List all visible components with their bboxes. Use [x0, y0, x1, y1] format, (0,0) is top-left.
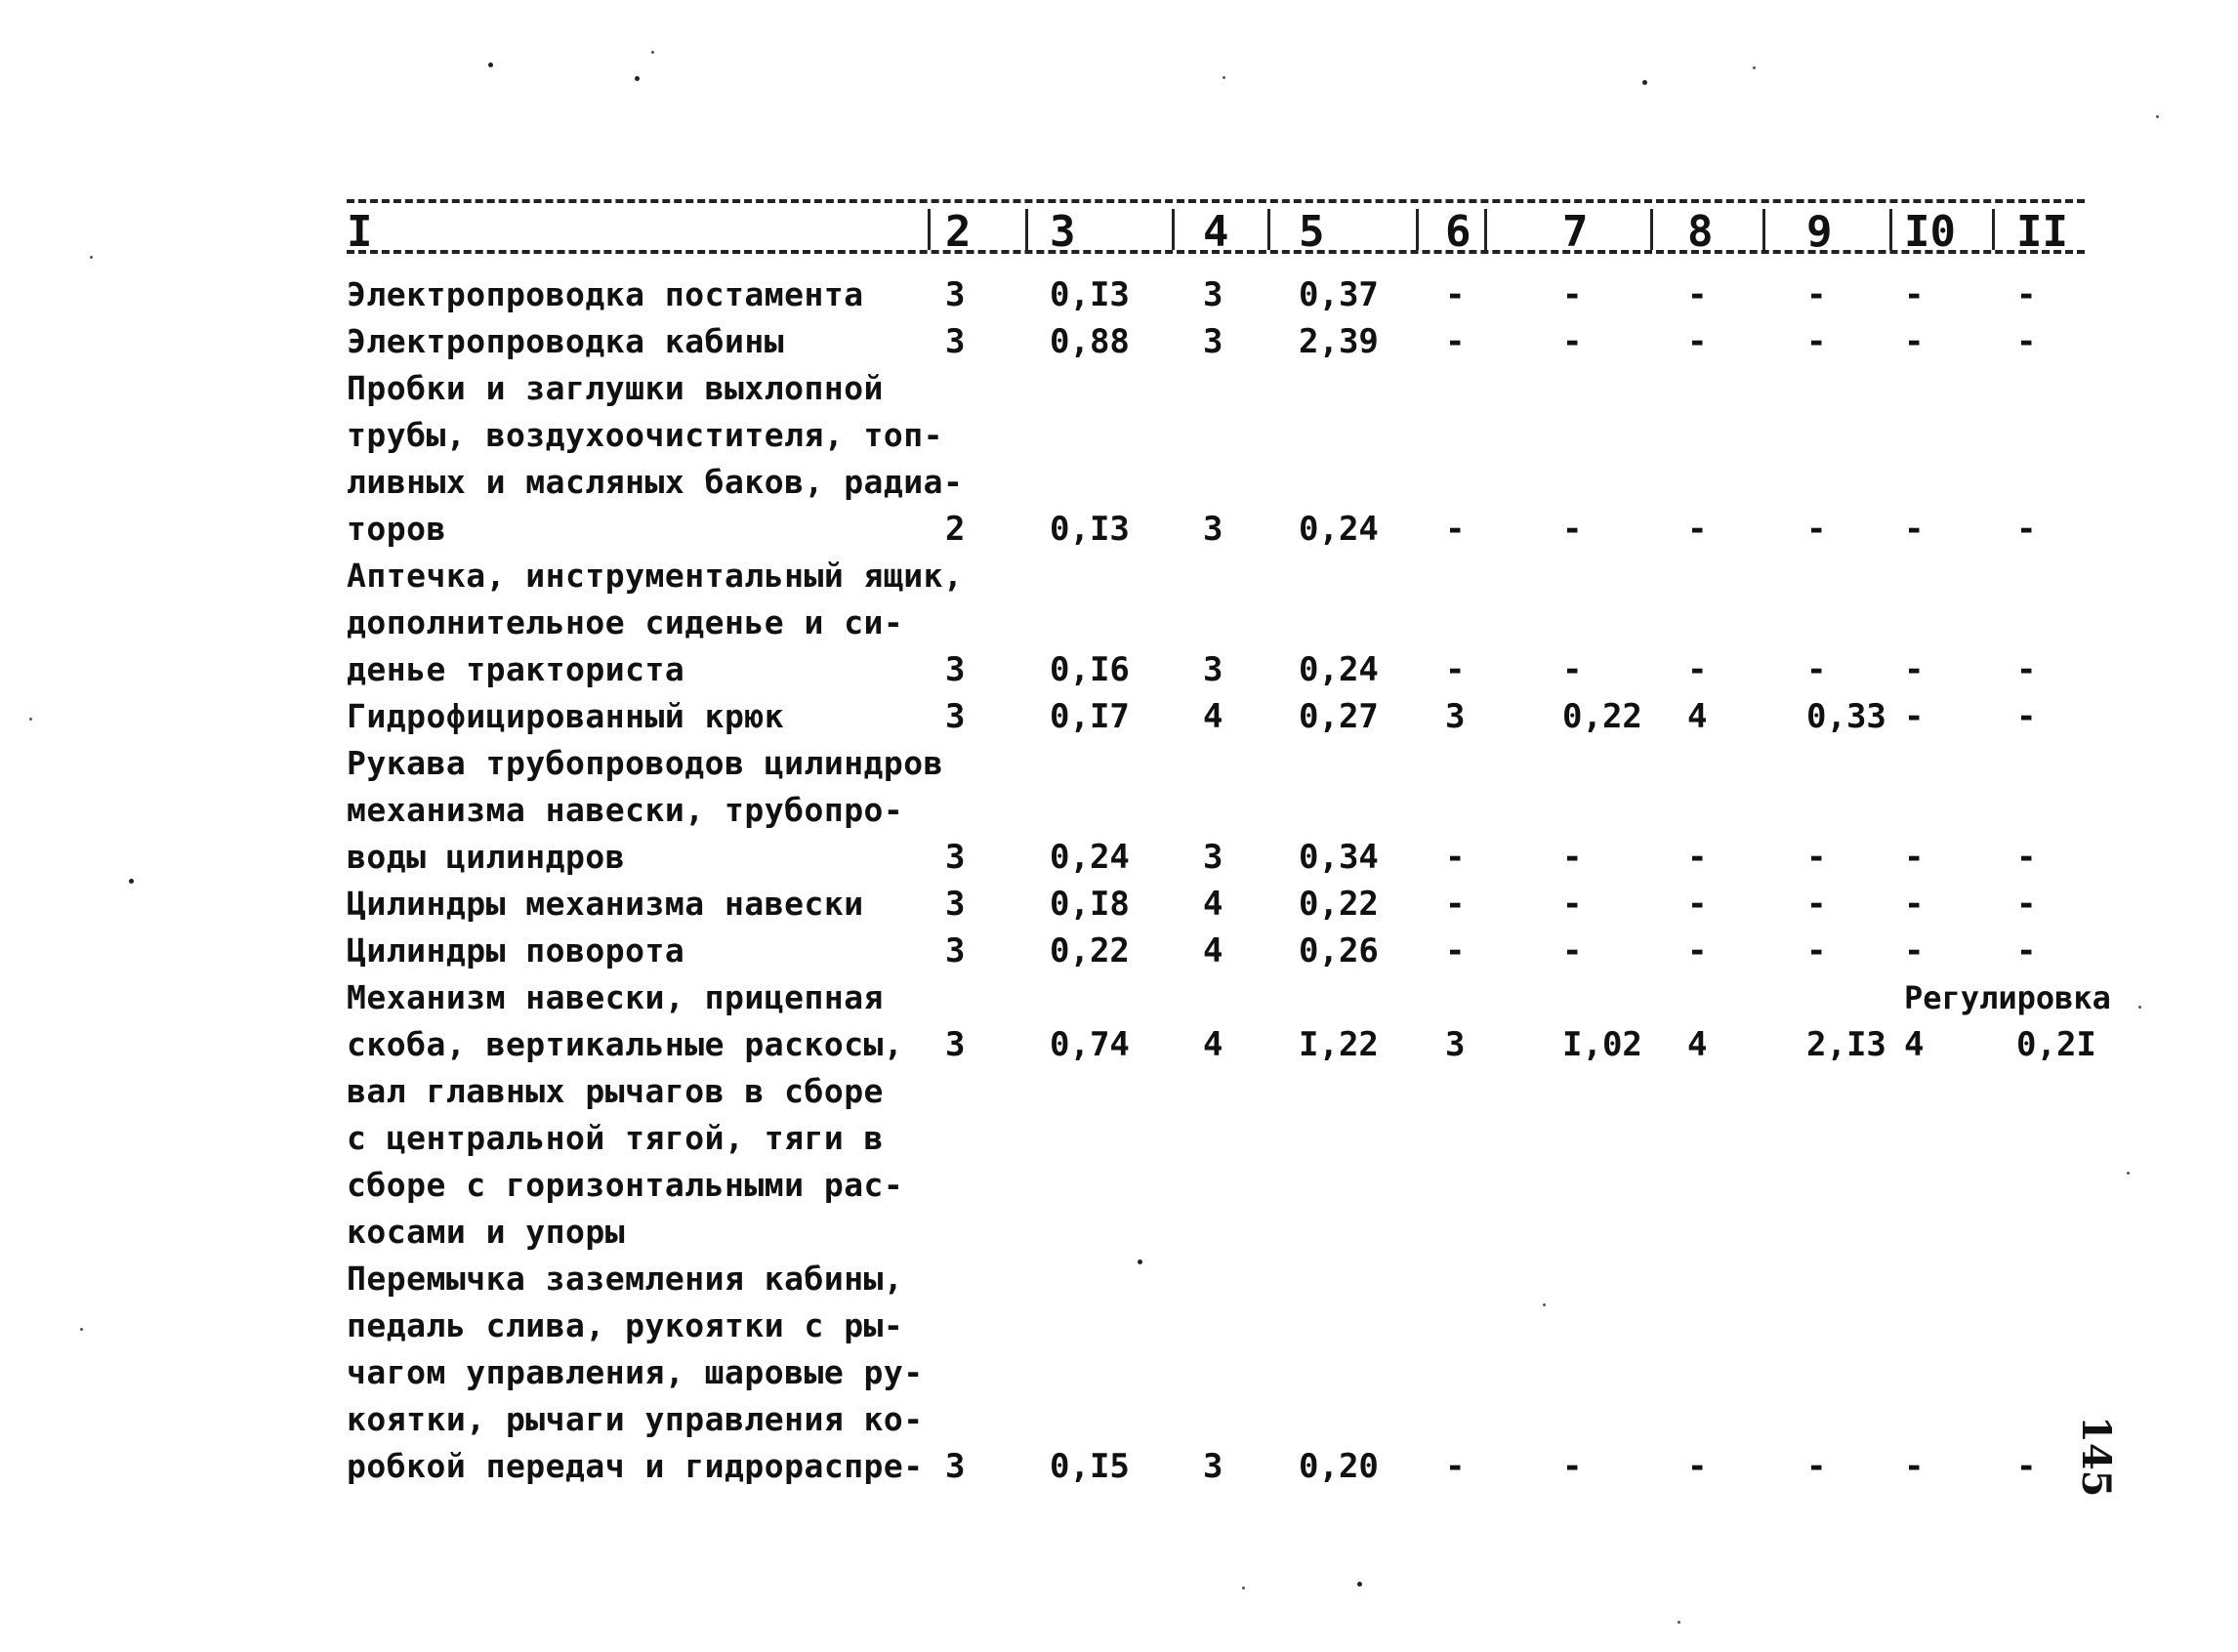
table-cell: 0,33: [1806, 697, 1886, 736]
scan-speck: [2127, 1172, 2130, 1175]
table-cell: -: [1806, 838, 1827, 877]
table-cell: 3: [945, 1447, 966, 1486]
table-cell: 3: [1445, 697, 1466, 736]
table-cell: -: [1904, 510, 1925, 549]
row-label-line: денье тракториста: [347, 650, 685, 688]
table-cell: -: [1806, 322, 1827, 361]
column-header-1: I: [347, 207, 373, 257]
scan-speck: [2156, 115, 2159, 118]
table-cell: 2,I3: [1806, 1025, 1886, 1064]
table-cell: 3: [1203, 322, 1223, 361]
table-cell: -: [1904, 650, 1925, 689]
scan-speck: [90, 256, 93, 259]
table-cell: 0,34: [1299, 838, 1379, 877]
table-cell: -: [1904, 697, 1925, 736]
table-cell: 3: [945, 275, 966, 314]
scan-speck: [1642, 80, 1647, 85]
table-cell: -: [1904, 838, 1925, 877]
column-header-4: 4: [1203, 207, 1229, 257]
table-cell: -: [1904, 1447, 1925, 1486]
table-cell: -: [1562, 510, 1583, 549]
table-cell: -: [2016, 885, 2037, 924]
table-cell: -: [1445, 510, 1466, 549]
column-separator: [1416, 209, 1419, 250]
table-cell: -: [1687, 931, 1708, 971]
table-cell: -: [1562, 650, 1583, 689]
scan-speck: [1138, 1260, 1142, 1264]
scan-speck: [1223, 76, 1225, 79]
scan-speck: [635, 76, 640, 81]
column-separator: [1025, 209, 1028, 250]
table-cell: 0,88: [1050, 322, 1130, 361]
table-cell: -: [1904, 322, 1925, 361]
table-top-rule: [347, 199, 2085, 203]
table-cell: 3: [945, 931, 966, 971]
table-cell: -: [1904, 275, 1925, 314]
scan-speck: [29, 718, 32, 721]
table-cell: -: [1445, 838, 1466, 877]
scan-speck: [488, 62, 493, 67]
table-cell: -: [1562, 275, 1583, 314]
row-label-line: Цилиндры поворота: [347, 931, 685, 970]
table-cell: 4: [1904, 1025, 1925, 1064]
table-cell: -: [1562, 322, 1583, 361]
table-cell: 4: [1203, 931, 1223, 971]
row-label-line: чагом управления, шаровые ру-: [347, 1353, 924, 1391]
column-header-7: 7: [1562, 207, 1589, 257]
table-cell: -: [1445, 1447, 1466, 1486]
table-cell: 2,39: [1299, 322, 1379, 361]
row-label-line: Рукава трубопроводов цилиндров: [347, 744, 944, 782]
row-label-line: ливных и масляных баков, радиа-: [347, 463, 964, 501]
table-cell: 0,22: [1562, 697, 1642, 736]
table-cell: I,02: [1562, 1025, 1642, 1064]
scan-speck: [1242, 1587, 1245, 1590]
table-cell: -: [1562, 838, 1583, 877]
table-cell: -: [1904, 931, 1925, 971]
row-label-line: робкой передач и гидрораспре-: [347, 1447, 924, 1485]
row-label-line: скоба, вертикальные раскосы,: [347, 1025, 904, 1063]
scan-speck: [129, 879, 134, 884]
table-cell: 3: [1203, 510, 1223, 549]
table-cell: -: [1562, 885, 1583, 924]
table-cell: 3: [945, 838, 966, 877]
table-cell: 3: [1203, 838, 1223, 877]
row-label-line: механизма навески, трубопро-: [347, 791, 904, 829]
table-cell: -: [1806, 650, 1827, 689]
table-cell: I,22: [1299, 1025, 1379, 1064]
table-cell: -: [1445, 885, 1466, 924]
table-cell: 3: [1203, 275, 1223, 314]
table-cell: -: [1445, 650, 1466, 689]
table-cell: -: [1562, 931, 1583, 971]
column-separator: [1650, 209, 1653, 250]
table-cell: 4: [1203, 1025, 1223, 1064]
table-cell: 4: [1203, 697, 1223, 736]
table-cell: 3: [945, 1025, 966, 1064]
table-cell: -: [1687, 322, 1708, 361]
column-header-8: 8: [1687, 207, 1714, 257]
row-label-line: с центральной тягой, тяги в: [347, 1119, 884, 1157]
table-cell: 3: [1445, 1025, 1466, 1064]
row-label-line: Цилиндры механизма навески: [347, 885, 864, 923]
table-cell: 4: [1687, 1025, 1708, 1064]
table-cell: 3: [1203, 650, 1223, 689]
table-cell: 3: [945, 322, 966, 361]
table-cell: 0,I3: [1050, 275, 1130, 314]
table-cell: -: [2016, 931, 2037, 971]
table-cell: 0,I7: [1050, 697, 1130, 736]
row-label-line: педаль слива, рукоятки с ры-: [347, 1306, 904, 1344]
column-separator: [1484, 209, 1487, 250]
row-label-line: Гидрофицированный крюк: [347, 697, 785, 735]
table-cell: -: [1687, 885, 1708, 924]
row-label-line: сборе с горизонтальными рас-: [347, 1166, 904, 1204]
row-label-line: воды цилиндров: [347, 838, 626, 876]
table-cell: 0,2I: [2016, 1025, 2096, 1064]
table-cell: -: [2016, 697, 2037, 736]
table-cell: -: [1687, 510, 1708, 549]
table-cell: 0,26: [1299, 931, 1379, 971]
table-cell: -: [1687, 275, 1708, 314]
table-cell: 0,20: [1299, 1447, 1379, 1486]
row-label-line: косами и упоры: [347, 1213, 626, 1251]
table-cell: -: [1806, 931, 1827, 971]
table-cell: 4: [1203, 885, 1223, 924]
table-cell: -: [2016, 510, 2037, 549]
column-separator: [928, 209, 931, 250]
column-separator: [1267, 209, 1270, 250]
column-header-5: 5: [1299, 207, 1325, 257]
table-cell: 0,37: [1299, 275, 1379, 314]
row-label-line: дополнительное сиденье и си-: [347, 603, 904, 641]
table-cell: -: [1687, 838, 1708, 877]
row-label-line: Электропроводка постамента: [347, 275, 864, 313]
table-cell: -: [1687, 1447, 1708, 1486]
row-label-line: Электропроводка кабины: [347, 322, 785, 360]
table-cell: -: [1445, 322, 1466, 361]
table-cell: -: [2016, 1447, 2037, 1486]
row-label-line: трубы, воздухоочистителя, топ-: [347, 416, 944, 454]
scan-speck: [2138, 1006, 2141, 1009]
table-cell: 0,22: [1299, 885, 1379, 924]
column-header-9: 9: [1806, 207, 1833, 257]
table-cell: 0,24: [1299, 650, 1379, 689]
table-cell: 3: [945, 885, 966, 924]
table-cell: -: [1806, 1447, 1827, 1486]
table-cell: 0,27: [1299, 697, 1379, 736]
row-label-line: вал главных рычагов в сборе: [347, 1072, 884, 1110]
table-cell: 0,I5: [1050, 1447, 1130, 1486]
table-cell: 2: [945, 510, 966, 549]
row-label-line: Пробки и заглушки выхлопной: [347, 369, 884, 407]
column-separator: [1172, 209, 1175, 250]
scan-speck: [1543, 1303, 1546, 1306]
row-label-line: Аптечка, инструментальный ящик,: [347, 557, 964, 595]
table-cell: -: [2016, 838, 2037, 877]
table-cell: 3: [1203, 1447, 1223, 1486]
row-label-line: коятки, рычаги управления ко-: [347, 1400, 924, 1438]
table-cell: -: [1904, 885, 1925, 924]
table-cell: -: [1445, 275, 1466, 314]
table-cell: 0,24: [1050, 838, 1130, 877]
column-separator: [1992, 209, 1995, 250]
column-separator: [1762, 209, 1765, 250]
row-note: Регулировка: [1904, 979, 2111, 1016]
column-header-11: II: [2016, 207, 2068, 257]
page-number: 145: [2073, 1416, 2119, 1498]
scan-speck: [1357, 1582, 1362, 1587]
row-label-line: Перемычка заземления кабины,: [347, 1260, 904, 1298]
scan-speck: [80, 1328, 83, 1331]
scan-speck: [1753, 66, 1756, 69]
column-header-10: I0: [1904, 207, 1956, 257]
table-cell: -: [2016, 275, 2037, 314]
table-cell: 0,I3: [1050, 510, 1130, 549]
table-cell: 0,I6: [1050, 650, 1130, 689]
column-header-6: 6: [1445, 207, 1471, 257]
table-cell: -: [1806, 275, 1827, 314]
column-separator: [1889, 209, 1892, 250]
table-cell: -: [2016, 650, 2037, 689]
table-cell: 0,74: [1050, 1025, 1130, 1064]
table-cell: 0,I8: [1050, 885, 1130, 924]
table-cell: -: [2016, 322, 2037, 361]
row-label-line: Механизм навески, прицепная: [347, 978, 884, 1016]
row-label-line: торов: [347, 510, 446, 548]
table-cell: 0,22: [1050, 931, 1130, 971]
table-cell: 3: [945, 650, 966, 689]
column-header-3: 3: [1050, 207, 1076, 257]
table-cell: -: [1445, 931, 1466, 971]
scan-speck: [1678, 1621, 1680, 1624]
table-cell: -: [1806, 510, 1827, 549]
table-cell: 4: [1687, 697, 1708, 736]
table-cell: 0,24: [1299, 510, 1379, 549]
column-header-2: 2: [945, 207, 972, 257]
table-cell: -: [1687, 650, 1708, 689]
table-cell: -: [1806, 885, 1827, 924]
table-cell: 3: [945, 697, 966, 736]
table-cell: -: [1562, 1447, 1583, 1486]
scan-speck: [651, 51, 654, 54]
